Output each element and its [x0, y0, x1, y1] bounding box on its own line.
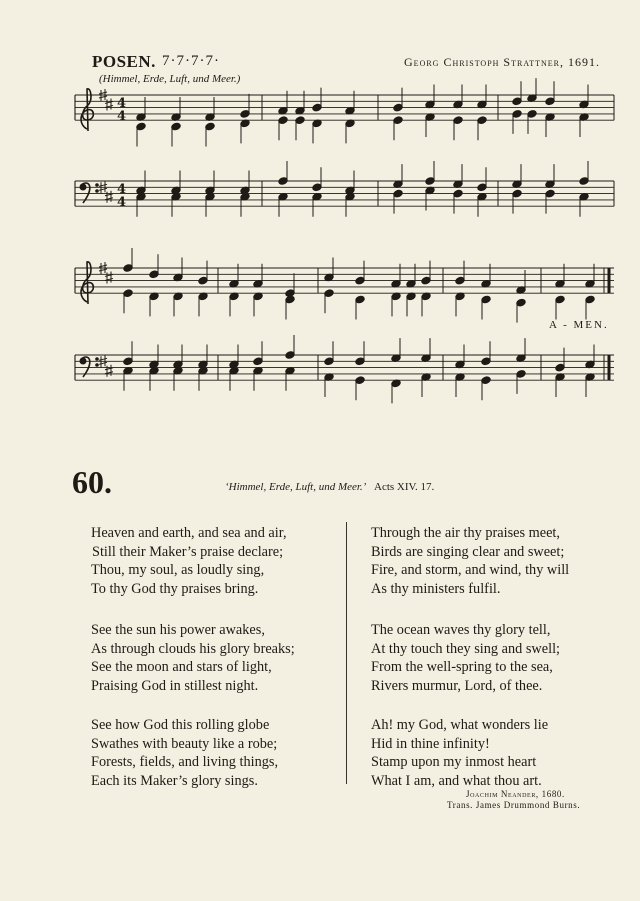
verse-line: Rivers murmur, Lord, of thee.	[371, 677, 543, 694]
author-credit: Joachim Neander, 1680.	[466, 789, 565, 799]
tune-meter: 7·7·7·7·	[162, 53, 220, 69]
verse-line: See the sun his power awakes,	[91, 622, 265, 638]
verse-line: Praising God in stillest night.	[91, 677, 259, 694]
verse-line: Forests, fields, and living things,	[91, 754, 279, 770]
verse-line: To thy God thy praises bring.	[91, 580, 259, 597]
key-signature-sharp	[105, 271, 113, 283]
verse-line: Ah! my God, what wonders lie	[371, 717, 549, 733]
stanza	[91, 524, 287, 598]
verse-line: Heaven and earth, and sea and air,	[91, 525, 287, 541]
tune-subtitle: (Himmel, Erde, Luft, und Meer.)	[99, 73, 241, 85]
german-first-line: ‘Himmel, Erde, Luft, und Meer.’	[225, 481, 367, 493]
verse-line: Each its Maker’s glory sings.	[91, 772, 258, 789]
verse-line: Birds are singing clear and sweet;	[371, 543, 565, 560]
verse-line: See the moon and stars of light,	[91, 659, 272, 675]
time-signature: 4	[117, 182, 127, 197]
verse-line: Swathes with beauty like a robe;	[91, 735, 278, 752]
hymn-number: 60.	[72, 464, 112, 500]
key-signature-sharp	[105, 365, 113, 377]
bass-clef	[80, 184, 86, 190]
bass-clef	[80, 358, 86, 364]
composer-credit: Georg Christoph Strattner, 1691.	[404, 55, 600, 69]
amen-lyric: A - MEN.	[549, 319, 609, 331]
stanza	[371, 524, 569, 598]
tune-name: POSEN.	[92, 52, 156, 71]
verse-line: Thou, my soul, as loudly sing,	[91, 562, 265, 578]
bass-clef	[96, 190, 99, 193]
verse-line: What I am, and what thou art.	[371, 772, 542, 789]
verse-line: Still their Maker’s praise declare;	[92, 543, 284, 560]
verse-line: Hid in thine infinity!	[371, 735, 490, 752]
verse-line: The ocean waves thy glory tell,	[371, 622, 551, 638]
verse-line: Stamp upon my inmost heart	[371, 754, 537, 770]
hymn-source	[225, 481, 434, 493]
verse-line: See how God this rolling globe	[91, 717, 270, 733]
music-score	[0, 0, 640, 420]
verse-line: From the well-spring to the sea,	[371, 659, 553, 675]
key-signature-sharp	[105, 191, 113, 203]
time-signature: 4	[117, 96, 127, 111]
key-signature-sharp	[105, 98, 113, 110]
verse-line: As through clouds his glory breaks;	[91, 640, 295, 657]
time-signature: 4	[117, 195, 127, 210]
stanza	[371, 621, 560, 695]
verse-line: At thy touch they sing and swell;	[371, 640, 561, 657]
verse-line: Through the air thy praises meet,	[371, 525, 560, 541]
verse-line: As thy ministers fulfil.	[371, 580, 501, 597]
translator-credit: Trans. James Drummond Burns.	[447, 800, 581, 810]
column-divider	[346, 522, 347, 784]
bass-clef	[96, 184, 99, 187]
verse-line: Fire, and storm, and wind, thy will	[371, 562, 570, 578]
stanza	[371, 716, 548, 790]
time-signature: 4	[117, 109, 127, 124]
scripture-reference: Acts XIV. 17.	[374, 481, 435, 493]
bass-clef	[96, 358, 99, 361]
stanza	[91, 621, 295, 695]
bass-clef	[96, 364, 99, 367]
stanza	[91, 716, 278, 790]
